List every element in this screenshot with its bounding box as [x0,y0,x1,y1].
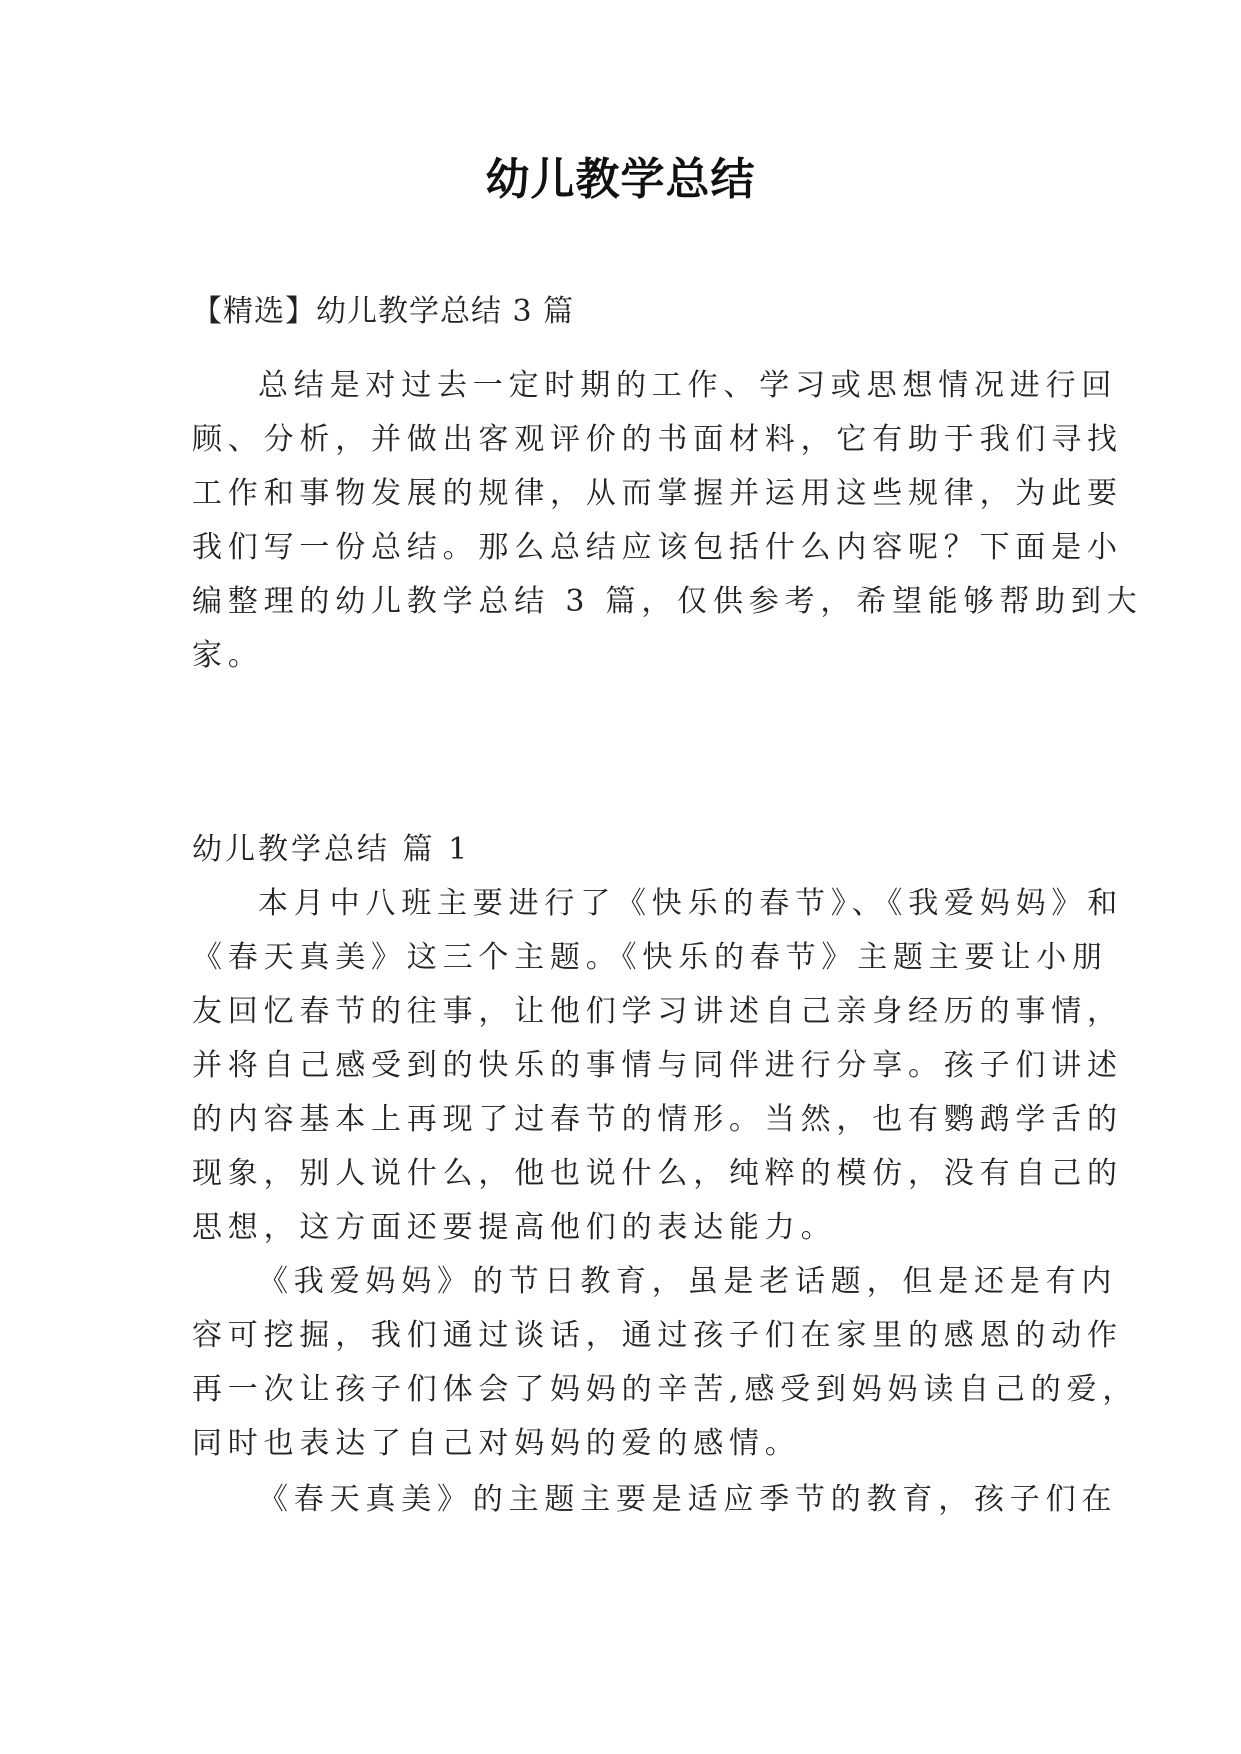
document-title: 幼儿教学总结 [485,154,756,205]
intro-line: 编整理的幼儿教学总结 3 篇，仅供参考，希望能够帮助到大 [192,584,1143,619]
body-line: 的内容基本上再现了过春节的情形。当然，也有鹦鹉学舌的 [192,1102,1123,1137]
intro-line: 工作和事物发展的规律，从而掌握并运用这些规律，为此要 [192,476,1123,511]
body-line: 《春天真美》这三个主题。《快乐的春节》主题主要让小朋 [192,940,1108,975]
section-heading: 幼儿教学总结 篇 1 [192,832,471,867]
intro-line: 家。 [192,638,264,673]
intro-line: 总结是对过去一定时期的工作、学习或思想情况进行回 [258,368,1118,403]
body-line: 容可挖掘，我们通过谈话，通过孩子们在家里的感恩的动作 [192,1318,1123,1353]
body-line: 友回忆春节的往事，让他们学习讲述自己亲身经历的事情， [192,994,1123,1029]
body-line: 《我爱妈妈》的节日教育，虽是老话题，但是还是有内 [258,1264,1118,1299]
intro-line: 我们写一份总结。那么总结应该包括什么内容呢？下面是小 [192,530,1123,565]
body-line: 《春天真美》的主题主要是适应季节的教育，孩子们在 [258,1482,1118,1517]
body-line: 并将自己感受到的快乐的事情与同伴进行分享。孩子们讲述 [192,1048,1123,1083]
body-line: 同时也表达了自己对妈妈的爱的感情。 [192,1426,801,1461]
body-line: 思想，这方面还要提高他们的表达能力。 [192,1210,837,1245]
document-subtitle: 【精选】幼儿教学总结 3 篇 [192,294,575,329]
body-line: 再一次让孩子们体会了妈妈的辛苦,感受到妈妈读自己的爱， [192,1372,1139,1407]
intro-line: 顾、分析，并做出客观评价的书面材料，它有助于我们寻找 [192,422,1123,457]
body-line: 本月中八班主要进行了《快乐的春节》、《我爱妈妈》和 [258,886,1123,921]
body-line: 现象，别人说什么，他也说什么，纯粹的模仿，没有自己的 [192,1156,1123,1191]
